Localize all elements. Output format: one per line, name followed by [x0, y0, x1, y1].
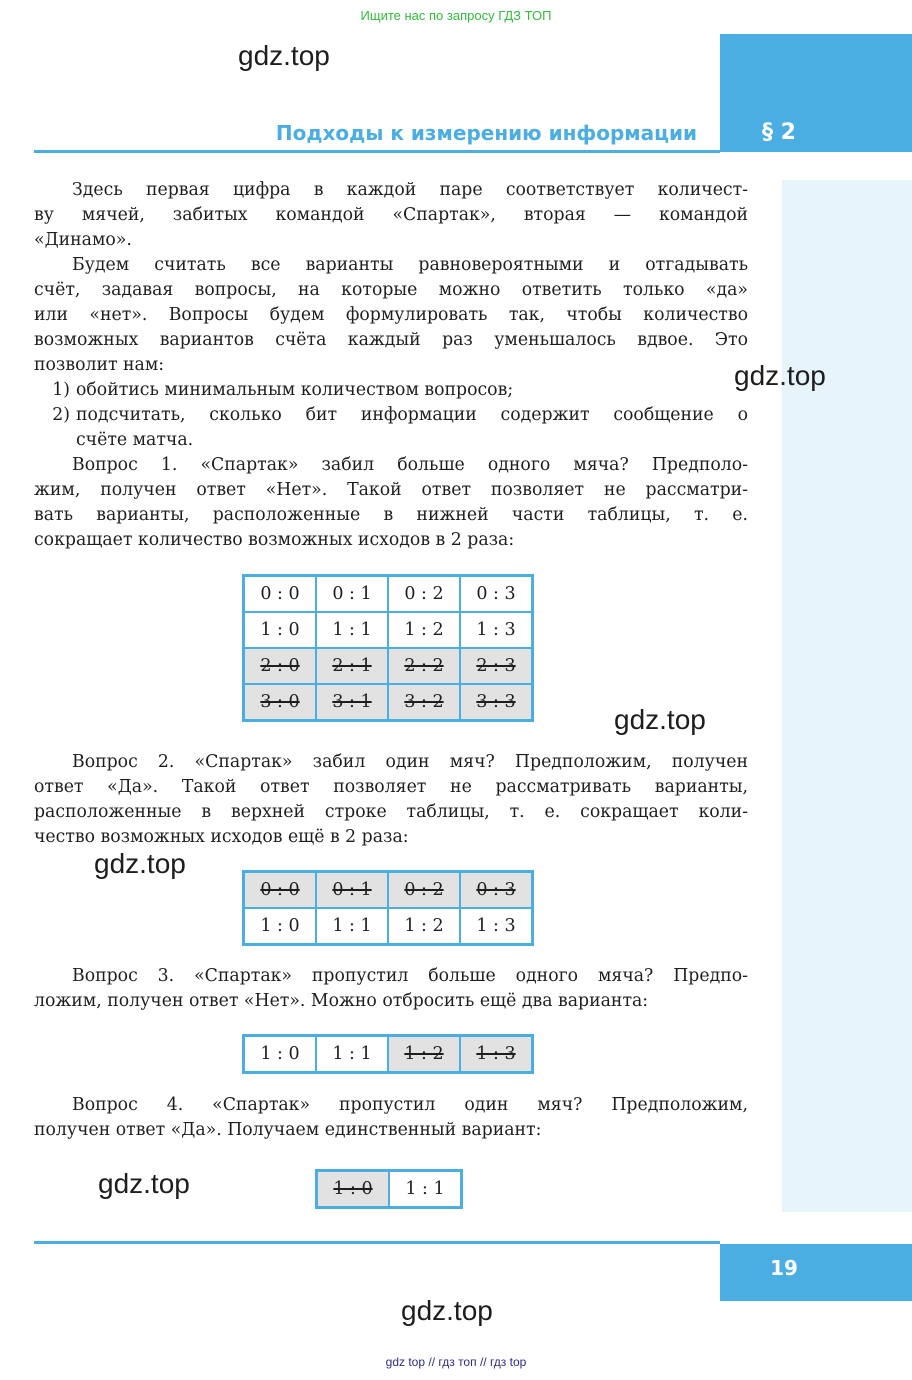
chapter-title: Подходы к измерению информации [275, 121, 697, 145]
page-number: 19 [770, 1256, 798, 1280]
question-3-paragraph [34, 964, 748, 1014]
crossed-score-cell: 3 : 0 [244, 684, 317, 721]
crossed-score-cell: 3 : 2 [388, 684, 460, 721]
score-cell: 1 : 2 [388, 612, 460, 648]
text-line: «Динамо». [34, 230, 132, 250]
text-line: Вопрос 1. «Спартак» забил больше одного мяча? Предполо- [72, 455, 748, 475]
score-cell: 1 : 1 [389, 1171, 462, 1208]
score-cell: 1 : 0 [244, 612, 317, 648]
score-table-1 [242, 574, 534, 722]
score-cell: 0 : 0 [244, 576, 317, 613]
text-line: Вопрос 4. «Спартак» пропустил один мяч? Предположим, [72, 1095, 748, 1115]
list-text: счёте матча. [76, 430, 194, 450]
score-cell: 0 : 3 [460, 576, 533, 613]
text-line: получен ответ «Да». Получаем единственный вариант: [34, 1120, 542, 1140]
link-separator: // [428, 1355, 436, 1369]
crossed-score-cell: 2 : 2 [388, 648, 460, 684]
footer-link[interactable]: гдз топ [438, 1355, 477, 1369]
score-table-3 [242, 1034, 534, 1074]
table-row [317, 1171, 462, 1208]
table-row-crossed [244, 872, 533, 909]
question-4-paragraph [34, 1093, 748, 1143]
list-text: обойтись минимальным количеством вопросов; [76, 380, 514, 400]
table-row [244, 1036, 533, 1073]
footer-divider [34, 1241, 720, 1244]
text-line: Вопрос 3. «Спартак» пропустил больше одного мяча? Предпо- [72, 966, 748, 986]
crossed-score-cell: 0 : 3 [460, 872, 533, 909]
list-number: 2) [52, 405, 70, 425]
link-separator: // [479, 1355, 487, 1369]
text-line: ложим, получен ответ «Нет». Можно отбросить ещё два варианта: [34, 991, 649, 1011]
watermark: gdz.top [614, 704, 706, 735]
crossed-score-cell: 2 : 0 [244, 648, 317, 684]
footer-link[interactable]: gdz top [385, 1355, 426, 1369]
list-number: 1) [52, 380, 70, 400]
text-line: чество возможных исходов ещё в 2 раза: [34, 827, 409, 847]
watermark: gdz.top [401, 1295, 493, 1326]
list-text: подсчитать, сколько бит информации содержит сообщение о [76, 405, 748, 425]
text-line: ву мячей, забитых командой «Спартак», вторая — командой [34, 205, 748, 225]
crossed-score-cell: 1 : 3 [460, 1036, 533, 1073]
text-line: расположенные в верхней строке таблицы, т. е. сокращает коли- [34, 802, 748, 822]
margin-side-panel [782, 180, 912, 1212]
crossed-score-cell: 0 : 1 [316, 872, 388, 909]
crossed-score-cell: 3 : 3 [460, 684, 533, 721]
crossed-score-cell: 2 : 3 [460, 648, 533, 684]
intro-paragraph [34, 178, 748, 553]
question-2-paragraph [34, 750, 748, 850]
text-line: вать варианты, расположенные в нижней части таблицы, т. е. [34, 505, 748, 525]
score-cell: 1 : 1 [316, 612, 388, 648]
table-row [244, 908, 533, 945]
score-cell: 1 : 2 [388, 908, 460, 945]
score-cell: 1 : 1 [316, 908, 388, 945]
text-line: Вопрос 2. «Спартак» забил один мяч? Предположим, получен [72, 752, 748, 772]
text-line: возможных вариантов счёта каждый раз уменьшалось вдвое. Это [34, 330, 748, 350]
score-cell: 1 : 1 [316, 1036, 388, 1073]
score-cell: 1 : 0 [244, 1036, 317, 1073]
watermark: gdz.top [94, 848, 186, 879]
score-cell: 0 : 2 [388, 576, 460, 613]
search-ad-banner[interactable]: Ищите нас по запросу ГДЗ ТОП [360, 8, 552, 23]
score-table-4 [315, 1169, 463, 1209]
header-accent-block [720, 34, 912, 152]
table-row [244, 612, 533, 648]
bottom-links [0, 1355, 912, 1369]
watermark: gdz.top [238, 40, 330, 71]
crossed-score-cell: 0 : 2 [388, 872, 460, 909]
text-line: ответ «Да». Такой ответ позволяет не рассматривать варианты, [34, 777, 748, 797]
text-line: сокращает количество возможных исходов в 2 раза: [34, 530, 515, 550]
table-row-crossed [244, 648, 533, 684]
table-row-crossed [244, 684, 533, 721]
list-item [34, 403, 748, 428]
crossed-score-cell: 0 : 0 [244, 872, 317, 909]
footer-link[interactable]: гдз top [489, 1355, 527, 1369]
score-cell: 1 : 3 [460, 908, 533, 945]
text-line: или «нет». Вопросы будем формулировать так, чтобы количество [34, 305, 748, 325]
score-table-2 [242, 870, 534, 946]
section-badge: § 2 [762, 120, 796, 145]
text-line: Здесь первая цифра в каждой паре соответствует количест- [72, 180, 748, 200]
score-cell: 0 : 1 [316, 576, 388, 613]
crossed-score-cell: 1 : 0 [317, 1171, 390, 1208]
score-cell: 1 : 0 [244, 908, 317, 945]
crossed-score-cell: 2 : 1 [316, 648, 388, 684]
crossed-score-cell: 3 : 1 [316, 684, 388, 721]
text-line: Будем считать все варианты равновероятными и отгадывать [72, 255, 748, 275]
text-line: счёт, задавая вопросы, на которые можно ответить только «да» [34, 280, 748, 300]
score-cell: 1 : 3 [460, 612, 533, 648]
crossed-score-cell: 1 : 2 [388, 1036, 460, 1073]
watermark: gdz.top [734, 360, 826, 391]
text-line: позволит нам: [34, 355, 165, 375]
table-row [244, 576, 533, 613]
list-item [34, 378, 748, 403]
watermark: gdz.top [98, 1168, 190, 1199]
text-line: жим, получен ответ «Нет». Такой ответ позволяет не рассматри- [34, 480, 748, 500]
header-divider [34, 150, 720, 153]
